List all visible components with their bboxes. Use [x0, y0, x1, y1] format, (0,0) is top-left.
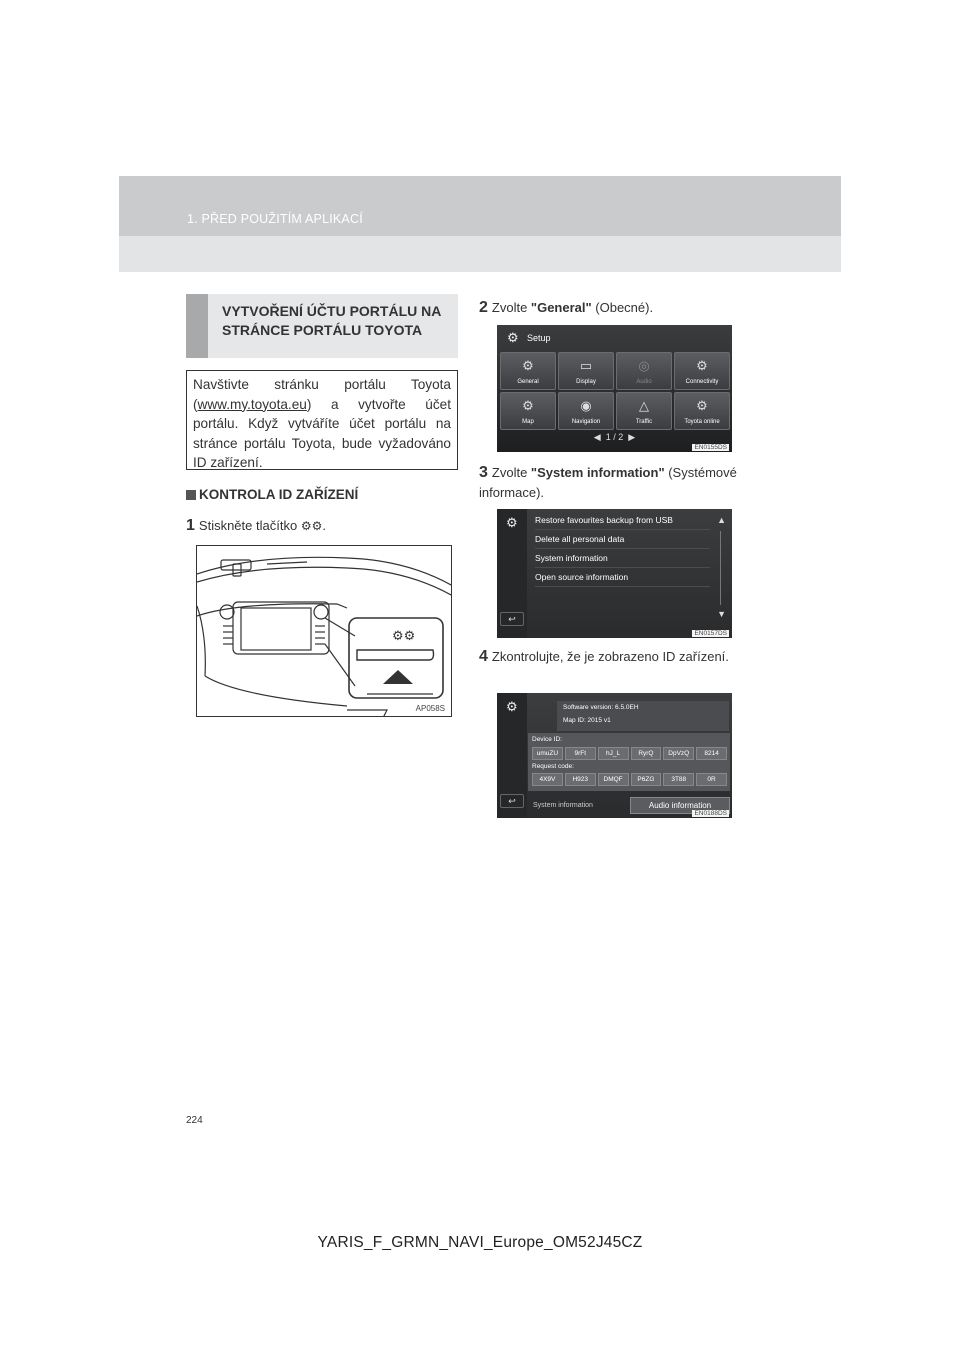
tile-audio[interactable] [616, 352, 672, 390]
tile-label: Traffic [635, 419, 653, 425]
setup-screen [497, 325, 732, 452]
dashboard-drawing [197, 546, 452, 717]
step-number: 4 [479, 648, 488, 665]
traffic-icon: △ [639, 398, 649, 413]
version-box [557, 701, 729, 731]
image-code: EN0157DS [694, 630, 727, 637]
back-button[interactable] [500, 794, 524, 808]
request-code: P6ZG [631, 773, 662, 786]
press-arrow-icon [383, 670, 413, 684]
section-title: VYTVOŘENÍ ÚČTU PORTÁLU NA STRÁNCE PORTÁLU TOYOTA [222, 303, 441, 338]
image-code: EN0188DS [694, 810, 727, 817]
step-text-end: (Obecné). [591, 300, 654, 315]
request-code: DMQF [598, 773, 629, 786]
toyota-online-icon: ⚙ [696, 398, 708, 413]
setup-gear-icon: ⚙ [506, 515, 518, 530]
info-text-start: Navštivte stránku portálu Toyota ( [193, 377, 451, 412]
step-1 [186, 516, 326, 536]
device-code: 9rFt [565, 747, 596, 760]
setup-title: Setup [527, 333, 551, 343]
tile-general[interactable] [500, 352, 556, 390]
tile-label: Audio [636, 379, 652, 385]
tile-navigation[interactable] [558, 392, 614, 430]
gear-icon: ⚙⚙ [392, 629, 416, 644]
scroll-up-icon[interactable]: ▲ [717, 515, 726, 525]
device-code: umuZU [532, 747, 563, 760]
page-number: 224 [186, 1115, 203, 1126]
request-code-label: Request code: [532, 763, 574, 770]
tile-display[interactable] [558, 352, 614, 390]
step-text: Zkontrolujte, že je zobrazeno ID zařízení. [491, 649, 729, 664]
tile-map[interactable] [500, 392, 556, 430]
step-number: 2 [479, 299, 488, 316]
step-bold-text: "General" [530, 300, 592, 315]
portal-link[interactable]: www.my.toyota.eu [197, 396, 307, 412]
request-code: 4X9V [532, 773, 563, 786]
document-id: YARIS_F_GRMN_NAVI_Europe_OM52J45CZ [317, 1234, 643, 1251]
tile-label: Toyota online [684, 419, 720, 425]
page-next-icon[interactable]: ▶ [628, 432, 636, 442]
list-item-system-information[interactable]: System information [535, 549, 710, 568]
request-code: 0R [696, 773, 727, 786]
system-list-screen [497, 509, 732, 638]
tile-label: Display [576, 379, 596, 385]
step-3 [479, 463, 759, 503]
tile-toyota-online[interactable] [674, 392, 730, 430]
device-id-screen [497, 693, 732, 818]
chapter-title: 1. PŘED POUŽITÍM APLIKACÍ [187, 212, 363, 226]
section-heading-box [186, 294, 458, 358]
step-text-end: . [322, 518, 326, 533]
header-band-lower [119, 236, 841, 272]
device-code: hJ_L [598, 747, 629, 760]
request-code: 3T88 [663, 773, 694, 786]
pager [497, 432, 732, 443]
step-4 [479, 647, 759, 667]
step-bold-text: "System information" [530, 465, 665, 480]
step-number: 3 [479, 464, 488, 481]
page-prev-icon[interactable]: ◀ [593, 432, 601, 442]
connectivity-icon: ⚙ [696, 358, 708, 373]
setup-gear-icon: ⚙ [506, 699, 518, 714]
device-id-label: Device ID: [532, 736, 562, 743]
display-icon: ▭ [579, 358, 593, 373]
info-text [193, 375, 451, 473]
pager-text: 1 / 2 [605, 432, 624, 442]
setup-gear-icon: ⚙⚙ [300, 519, 323, 533]
section-heading-bar [186, 294, 208, 358]
step-text: Zvolte [491, 465, 531, 480]
back-arrow-icon: ↩ [508, 614, 516, 624]
step-text: Stiskněte tlačítko [198, 518, 298, 533]
list-item-delete[interactable]: Delete all personal data [535, 530, 710, 549]
tile-label: Map [522, 419, 534, 425]
list-item-restore[interactable]: Restore favourites backup from USB [535, 511, 710, 530]
image-code: AP058S [415, 704, 445, 713]
header-band [119, 176, 841, 236]
tile-connectivity[interactable] [674, 352, 730, 390]
general-icon: ⚙ [522, 358, 534, 373]
bullet-square-icon [186, 490, 196, 500]
scroll-track[interactable] [720, 531, 721, 605]
system-information-label: System information [533, 802, 593, 809]
step-number: 1 [186, 517, 195, 534]
tile-label: General [517, 379, 539, 385]
device-code: 8214 [696, 747, 727, 760]
list-item-open-source[interactable]: Open source information [535, 568, 710, 587]
audio-information-button[interactable]: Audio information [630, 797, 730, 814]
map-id: Map ID: 2015 v1 [563, 717, 611, 724]
navigation-icon: ◉ [580, 398, 592, 413]
step-text: Zvolte [491, 300, 531, 315]
step-2 [479, 298, 653, 318]
image-code: EN0155DS [694, 444, 727, 451]
map-icon: ⚙ [522, 398, 534, 413]
tile-label: Navigation [571, 419, 601, 425]
info-box [186, 370, 458, 470]
device-code: DpVzQ [663, 747, 694, 760]
subheading-text: KONTROLA ID ZAŘÍZENÍ [199, 487, 359, 502]
device-id-codes [532, 747, 727, 760]
setup-gear-icon: ⚙ [507, 330, 519, 345]
audio-icon: ◎ [638, 358, 650, 373]
subheading [186, 487, 358, 502]
software-version: Software version: 6.5.0EH [563, 704, 639, 711]
request-codes [532, 773, 727, 786]
request-code: H923 [565, 773, 596, 786]
tile-traffic[interactable] [616, 392, 672, 430]
scroll-down-icon[interactable]: ▼ [717, 609, 726, 619]
back-button[interactable] [500, 612, 524, 626]
info-text-end: ) a vytvořte účet portálu. Když vytváříte účet portálu na stránce portálu Toyota, bude vyžadováno ID zařízení. [193, 396, 451, 470]
step-text-end: (Systémové informace). [479, 465, 737, 500]
back-arrow-icon: ↩ [508, 796, 516, 806]
dashboard-illustration [196, 545, 452, 717]
tile-label: Connectivity [685, 379, 719, 385]
setup-tiles [500, 352, 730, 430]
device-code: RyrQ [631, 747, 662, 760]
